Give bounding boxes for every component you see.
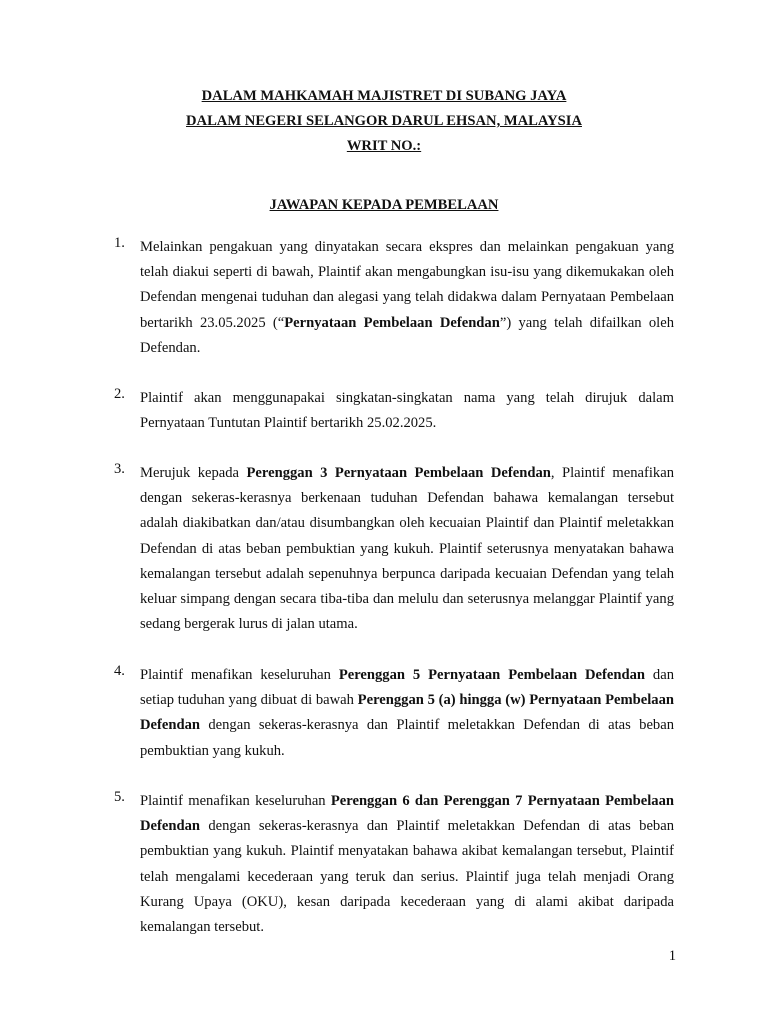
text-segment: Melainkan pengakuan yang dinyatakan secara ekspres dan melainkan pengakuan yang telah diakui seperti di bawah, Plaintif akan mengabungkan isu-isu yang dikemukakan oleh Defendan mengenai tuduhan dan alegasi yang telah didakwa dalam Pernyataan Pembelaan bertarikh 23.05.2025 (“ [140, 239, 674, 331]
writ-number-heading: WRIT NO.: [346, 138, 422, 154]
text-segment: Plaintif menafikan keseluruhan [140, 667, 339, 683]
text-segment: Plaintif akan menggunapakai singkatan-singkatan nama yang telah dirujuk dalam Pernyataan Tuntutan Plaintif bertarikh 25.02.2025. [140, 390, 674, 432]
paragraph-1 [114, 235, 674, 361]
paragraph-number: 3. [114, 461, 125, 477]
text-segment: Plaintif menafikan keseluruhan [140, 793, 331, 809]
paragraph-3 [114, 461, 674, 637]
bold-term: Perenggan 5 Pernyataan Pembelaan Defendan [338, 667, 646, 683]
paragraph-text [140, 663, 674, 764]
bold-term: Perenggan 5 (a) hingga (w) Pernyataan Pembelaan Defendan [140, 692, 675, 734]
paragraph-text [140, 789, 674, 940]
text-segment: , Plaintif menafikan dengan sekeras-kerasnya berkenaan tuduhan Defendan bahawa kemalangan tersebut adalah diakibatkan dan/atau disumbangkan oleh kecuaian Plaintif dan Plaintif meletakkan Defendan di atas beban pembuktian yang kukuh. Plaintif seterusnya menyatakan bahawa kemalangan tersebut adalah sepenuhnya berpunca daripada kecuaian Defendan yang telah keluar simpang dengan secara tiba-tiba dan melulu dan seterusnya melanggar Plaintif yang sedang bergerak lurus di jalan utama. [140, 465, 674, 633]
bold-term: Pernyataan Pembelaan Defendan [284, 314, 500, 331]
text-segment: dengan sekeras-kerasnya dan Plaintif meletakkan Defendan di atas beban pembuktian yang kukuh. Plaintif menyatakan bahawa akibat kemalangan tersebut, Plaintif telah mengalami kecederaan yang teruk dan serius. Plaintif juga telah menjadi Orang Kurang Upaya (OKU), kesan daripada kecederaan yang di alami akibat daripada kemalangan tersebut. [140, 818, 674, 936]
paragraph-text [140, 386, 674, 436]
page-number: 1 [668, 948, 676, 964]
state-heading: DALAM NEGERI SELANGOR DARUL EHSAN, MALAYSIA [186, 113, 582, 129]
paragraph-4 [114, 663, 674, 764]
text-segment: dengan sekeras-kerasnya dan Plaintif meletakkan Defendan di atas beban pembuktian yang kukuh. [140, 717, 674, 759]
text-segment: Merujuk kepada [140, 465, 247, 481]
text-segment: ”) yang telah difailkan oleh Defendan. [140, 314, 674, 356]
paragraph-2 [114, 386, 674, 436]
paragraph-number: 1. [114, 235, 125, 251]
paragraph-number: 5. [114, 789, 125, 805]
text-segment: dan setiap tuduhan yang dibuat di bawah [140, 667, 674, 709]
paragraph-5 [114, 789, 674, 940]
paragraph-text [140, 461, 674, 637]
paragraph-number: 4. [114, 663, 125, 679]
document-title: JAWAPAN KEPADA PEMBELAAN [269, 197, 499, 213]
bold-term: Perenggan 3 Pernyataan Pembelaan Defendan [246, 465, 551, 481]
paragraph-text [140, 235, 674, 361]
court-heading: DALAM MAHKAMAH MAJISTRET DI SUBANG JAYA [201, 88, 567, 104]
bold-term: Perenggan 6 dan Perenggan 7 Pernyataan Pembelaan Defendan [140, 793, 675, 835]
paragraph-number: 2. [114, 386, 125, 402]
